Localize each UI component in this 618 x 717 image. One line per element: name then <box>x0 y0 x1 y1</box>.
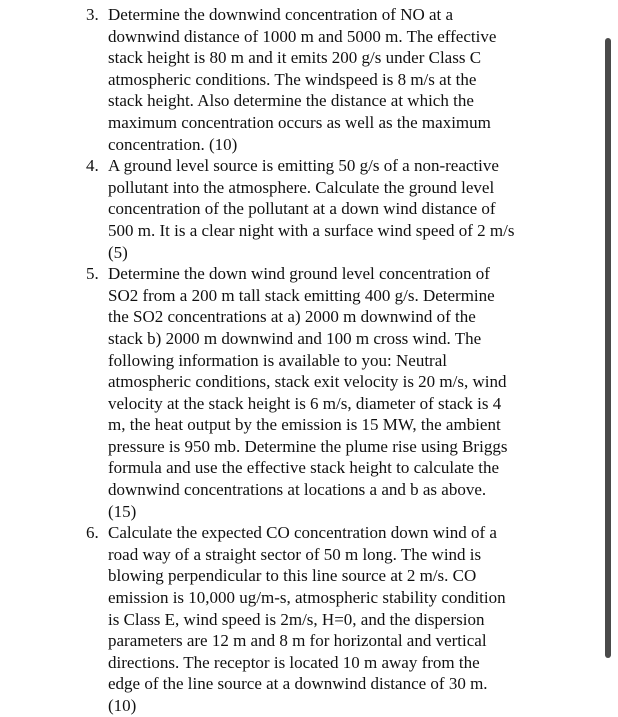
question-line: road way of a straight sector of 50 m long. The wind is <box>108 544 482 564</box>
question-4 <box>86 155 556 263</box>
question-line: SO2 from a 200 m tall stack emitting 400 g/s. Determine <box>108 285 495 305</box>
question-number: 3. <box>86 5 99 24</box>
question-line: pressure is 950 mb. Determine the plume rise using Briggs <box>108 436 508 456</box>
question-line: atmospheric conditions. The windspeed is 8 m/s at the <box>108 69 477 89</box>
question-3 <box>86 4 556 155</box>
question-line: stack height. Also determine the distance at which the <box>108 91 474 111</box>
question-line: Calculate the expected CO concentration down wind of a <box>108 523 497 543</box>
question-line: concentration of the pollutant at a down wind distance of <box>108 199 496 219</box>
question-line: m, the heat output by the emission is 15 MW, the ambient <box>108 415 501 435</box>
question-line: formula and use the effective stack height to calculate the <box>108 458 499 478</box>
question-line: velocity at the stack height is 6 m/s, diameter of stack is 4 <box>108 393 502 413</box>
question-number: 4. <box>86 156 99 176</box>
question-line: A ground level source is emitting 50 g/s of a non-reactive <box>108 156 499 176</box>
question-line: maximum concentration occurs as well as the maximum <box>108 112 491 132</box>
question-line: pollutant into the atmosphere. Calculate the ground level <box>108 177 495 197</box>
question-line: blowing perpendicular to this line source at 2 m/s. CO <box>108 566 477 586</box>
question-line: Determine the down wind ground level concentration of <box>108 264 490 284</box>
question-line: the SO2 concentrations at a) 2000 m downwind of the <box>108 307 476 327</box>
question-line: directions. The receptor is located 10 m away from the <box>108 652 480 672</box>
question-6 <box>86 522 556 716</box>
question-line: edge of the line source at a downwind distance of 30 m. <box>108 674 488 694</box>
question-line: following information is available to you: Neutral <box>108 350 447 370</box>
question-number: 6. <box>86 523 99 543</box>
question-line: Determine the downwind concentration of NO at a <box>108 5 454 24</box>
question-line: parameters are 12 m and 8 m for horizontal and vertical <box>108 631 487 651</box>
question-line: downwind distance of 1000 m and 5000 m. The effective <box>108 26 497 46</box>
question-line: (10) <box>108 696 137 715</box>
question-line: (5) <box>108 242 128 262</box>
question-line: stack height is 80 m and it emits 200 g/s under Class C <box>108 48 482 68</box>
question-line: concentration. (10) <box>108 134 238 154</box>
question-line: stack b) 2000 m downwind and 100 m cross wind. The <box>108 328 482 348</box>
question-line: atmospheric conditions, stack exit velocity is 20 m/s, wind <box>108 372 507 392</box>
question-list <box>86 4 556 717</box>
question-number: 5. <box>86 264 99 284</box>
question-5 <box>86 263 556 522</box>
question-line: emission is 10,000 ug/m-s, atmospheric stability condition <box>108 588 506 608</box>
question-line: (15) <box>108 501 137 521</box>
question-line: downwind concentrations at locations a and b as above. <box>108 480 487 500</box>
question-line: is Class E, wind speed is 2m/s, H=0, and the dispersion <box>108 609 485 629</box>
vertical-scrollbar[interactable] <box>605 38 611 658</box>
question-line: 500 m. It is a clear night with a surface wind speed of 2 m/s <box>108 220 515 240</box>
